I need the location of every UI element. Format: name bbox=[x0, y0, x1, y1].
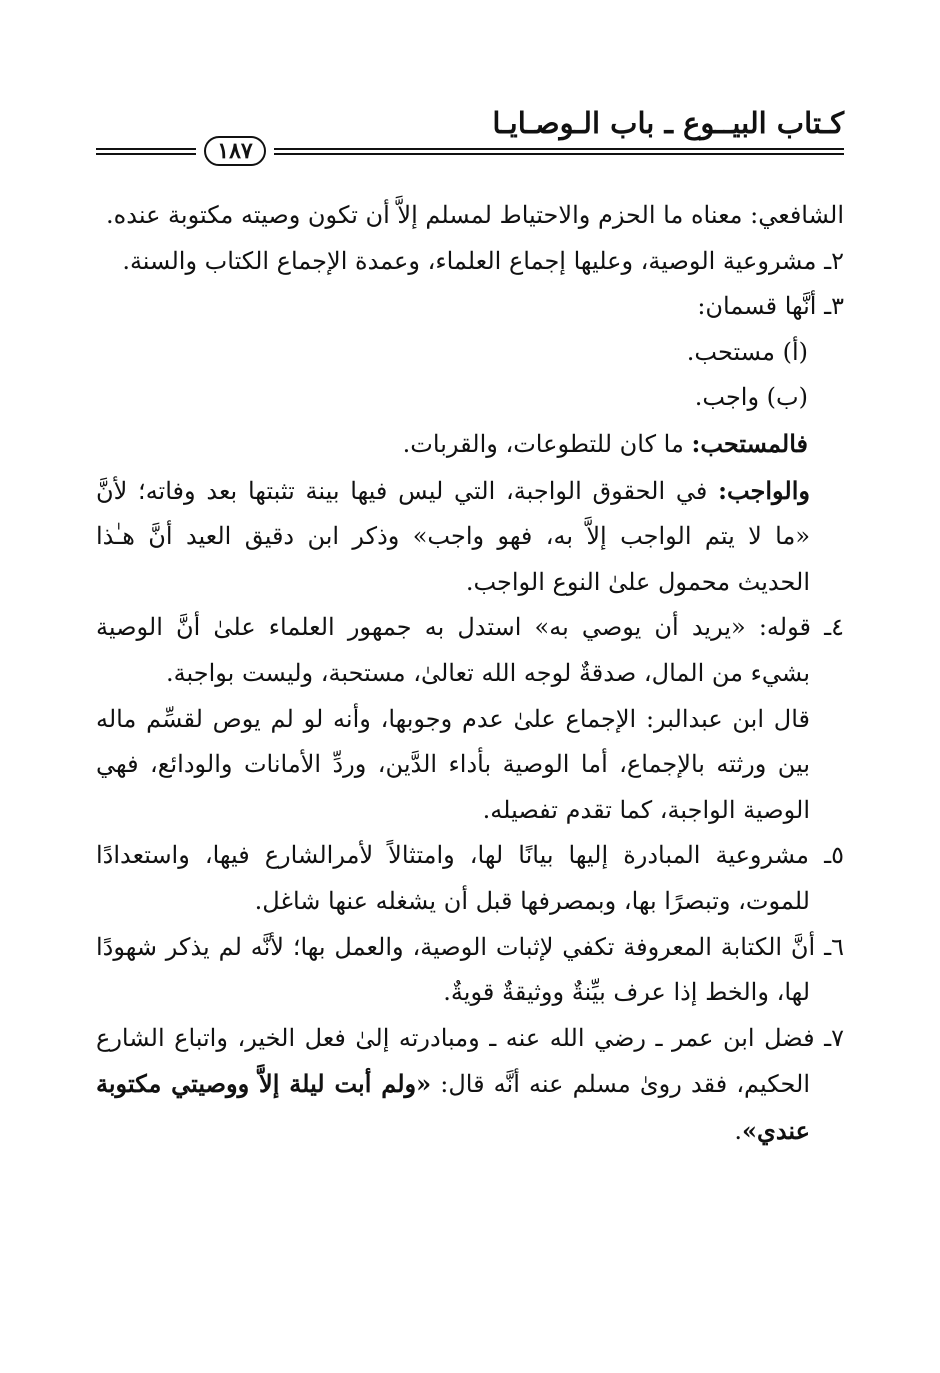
definition-paragraph bbox=[96, 421, 844, 468]
header-rule bbox=[96, 148, 196, 150]
list-item: ٣ـ أنَّها قسمان: bbox=[697, 292, 844, 321]
paragraph: الشافعي: معناه ما الحزم والاحتياط لمسلم إلاَّ أن تكون وصيته مكتوبة عنده. bbox=[106, 201, 844, 229]
item-text: ٧ـ فضل ابن عمر ـ رضي الله عنه ـ ومبادرته إلىٰ فعل الخير، واتباع الشارع الحكيم، فقد روىٰ مسلم عنه أنَّه قال: bbox=[96, 1023, 844, 1099]
definition-paragraph bbox=[96, 468, 844, 606]
term-text: ما كان للتطوعات، والقربات. bbox=[402, 429, 692, 458]
page-number: ١٨٧ bbox=[204, 136, 266, 166]
term-text: في الحقوق الواجبة، التي ليس فيها بينة تثبتها بعد وفاته؛ لأنَّ «ما لا يتم الواجب إلاَّ به، فهو واجب» وذكر ابن دقيق العيد أنَّ هـٰذا الحديث محمول علىٰ النوع الواجب. bbox=[96, 476, 810, 596]
term-label: والواجب: bbox=[718, 475, 810, 505]
sub-item: (أ) مستحب. bbox=[686, 337, 808, 366]
sub-item: (ب) واجب. bbox=[694, 383, 808, 412]
header-rule bbox=[96, 153, 196, 155]
hadith-quote: «ولم أبت ليلة إلاَّ ووصيتي مكتوبة عندي» bbox=[96, 1069, 810, 1145]
header-rule bbox=[274, 153, 844, 155]
term-label: فالمستحب: bbox=[691, 428, 808, 458]
list-item bbox=[96, 1016, 844, 1155]
paragraph: قال ابن عبدالبر: الإجماع علىٰ عدم وجوبها، وأنه لو لم يوص لقسِّم ماله بين ورثته بالإجماع، أما الوصية بأداء الدَّين، وردِّ الأمانات والودائع، فهي الوصية الواجبة، كما تقدم تفصيله. bbox=[96, 704, 810, 824]
page-body bbox=[96, 193, 844, 1154]
running-title: كـتاب البيــوع ـ باب الـوصـايـا bbox=[492, 106, 844, 140]
item-end: . bbox=[734, 1116, 743, 1145]
list-item: ٥ـ مشروعية المبادرة إليها بيانًا لها، وامتثالاً لأمرالشارع فيها، واستعدادًا للموت، وتبصرًا بها، وبمصرفها قبل أن يشغله عنها شاغل. bbox=[96, 841, 844, 915]
list-item: ٦ـ أنَّ الكتابة المعروفة تكفي لإثبات الوصية، والعمل بها؛ لأنَّه لم يذكر شهودًا لها، والخط إذا عرف بيِّنةٌ ووثيقةٌ قويةٌ. bbox=[96, 932, 844, 1007]
page-header bbox=[96, 96, 844, 166]
header-rule bbox=[274, 148, 844, 150]
list-item: ٤ـ قوله: «يريد أن يوصي به» استدل به جمهور العلماء علىٰ أنَّ الوصية بشيء من المال، صدقةٌ لوجه الله تعالىٰ، مستحبة، وليست بواجبة. bbox=[96, 613, 844, 687]
list-item: ٢ـ مشروعية الوصية، وعليها إجماع العلماء، وعمدة الإجماع الكتاب والسنة. bbox=[122, 246, 844, 275]
